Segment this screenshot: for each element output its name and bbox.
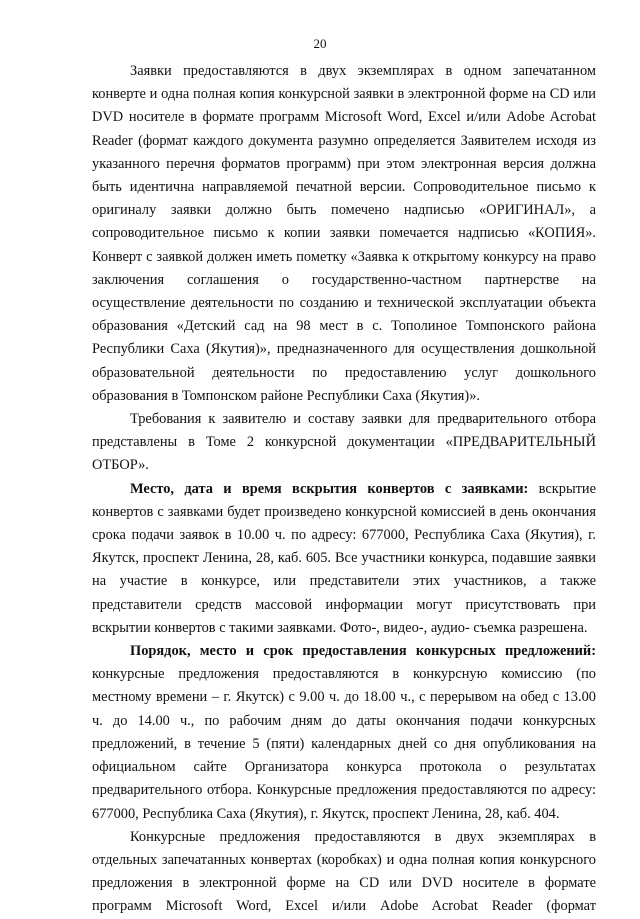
paragraph-text: конкурсные предложения предоставляются в конкурсную комиссию (по местному времени – г. Якутск) с 9.00 ч. до 18.00 ч., с перерывом на обед с 13.00 ч. до 14.00 ч., по рабочим дням до даты окончания подачи конкурсных предложений, в течение 5 (пяти) календарных дней со дня опубликования на официальном сайте Организатора конкурса протокола о результатах предварительного отбора. Конкурсные предложения предоставляются по адресу: 677000, Республика Саха (Якутия), г. Якутск, проспект Ленина, 28, каб. 404.: [92, 666, 596, 822]
paragraph-submission-format: [92, 60, 596, 408]
paragraph-proposal-submission: [92, 640, 596, 826]
paragraph-heading: Порядок, место и срок предоставления конкурсных предложений:: [130, 643, 596, 660]
paragraph-heading: Место, дата и время вскрытия конвертов с заявками:: [130, 480, 529, 497]
paragraph-prequalification-requirements: [92, 408, 596, 478]
page-number: 20: [313, 36, 327, 51]
paragraph-envelope-opening: [92, 478, 596, 640]
paragraph-text: Конкурсные предложения предоставляются в двух экземплярах в отдельных запечатанных конвертах (коробках) и одна полная копия конкурсного предложения в электронной форме на CD или DVD носителе в формате программ Microsoft Word, Excel и/или Adobe Acrobat Reader (формат: [92, 828, 596, 915]
paragraph-text: вскрытие конвертов с заявками будет произведено конкурсной комиссией в день окончания срока подачи заявок в 10.00 ч. по адресу: 677000, Республика Саха (Якутия), г. Якутск, проспект Ленина, 28, каб. 605. Все участники конкурса, подавшие заявки на участие в конкурсе, или представители этих участников, а также представители средств массовой информации могут присутствовать при вскрытии конвертов с такими заявками. Фото-, видео-, аудио- съемка разрешена.: [92, 480, 596, 636]
paragraph-text: Требования к заявителю и составу заявки для предварительного отбора представлены в Томе 2 конкурсной документации «ПРЕДВАРИТЕЛЬНЫЙ ОТБОР».: [92, 411, 596, 474]
document-body: [92, 60, 596, 919]
paragraph-text: Заявки предоставляются в двух экземплярах в одном запечатанном конверте и одна полная копия конкурсной заявки в электронной форме на CD или DVD носителе в формате программ Microsoft Word, Excel и/или Adobe Acrobat Reader (формат каждого документа разумно определяется Заявителем исходя из указанного перечня форматов программ) при этом электронная версия должна быть идентична направляемой печатной версии. Сопроводительное письмо к оригиналу заявки должно быть помечено надписью «ОРИГИНАЛ», а сопроводительное письмо к копии заявки помечается надписью «КОПИЯ». Конверт с заявкой должен иметь пометку «Заявка к открытому конкурсу на право заключения соглашения о государственно-частном партнерстве на осуществление деятельности по созданию и технической эксплуатации объекта образования «Детский сад на 98 мест в с. Тополиное Томпонского района Республики Саха (Якутия)», предназначенного для осуществления дошкольной образовательной деятельности по предоставлению услуг дошкольного образования в Томпонском районе Республики Саха (Якутия)».: [92, 63, 596, 404]
